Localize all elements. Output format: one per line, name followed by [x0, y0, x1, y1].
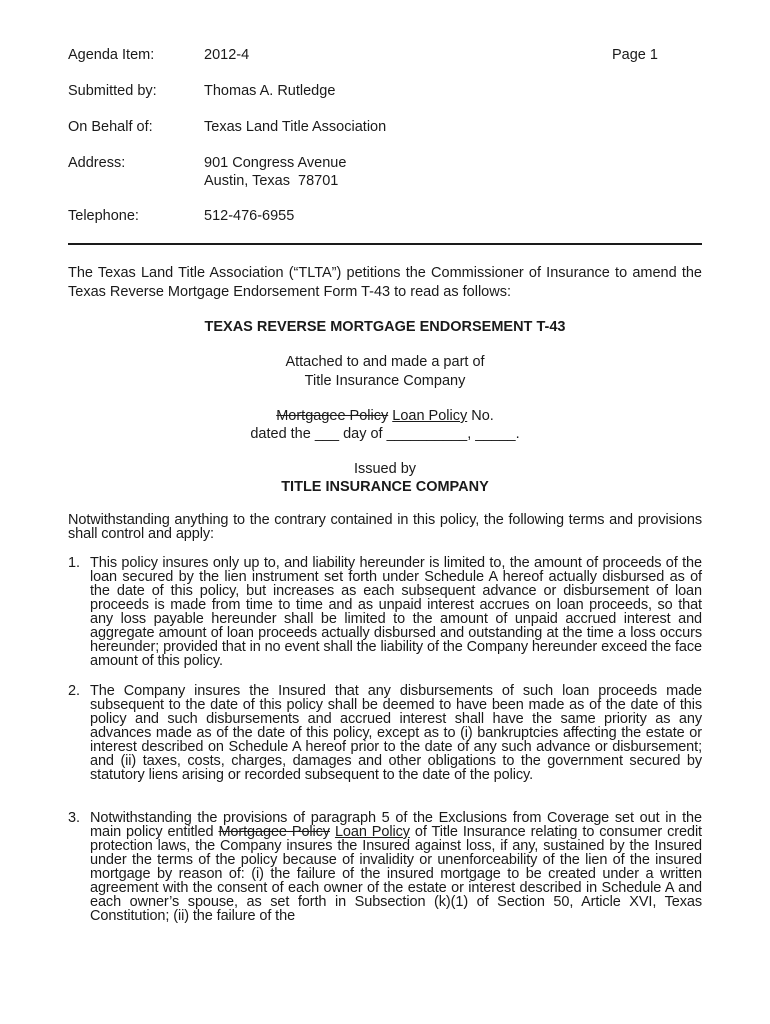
company-name: TITLE INSURANCE COMPANY	[281, 479, 489, 495]
item-text	[90, 811, 702, 923]
agenda-item-label: Agenda Item:	[68, 47, 155, 63]
item-text-after: of Title Insurance relating to consumer credit protection laws, the Company insures the Insured against loss, if any, sustained by the Insured under the terms of the policy because of invalidity or unenforceability of the lien of the insured mortgage by reason of: (i) the failure of the insured mortgage to be created under a written agreement with the consent of each owner of the estate or interest described in Schedule A and each owner’s spouse, as set forth in Subsection (k)(1) of Section 50, Article XVI, Texas Constitution; (ii) the failure of the	[90, 824, 702, 924]
attached-line-1: Attached to and made a part of	[285, 354, 485, 370]
page-number: Page 1	[612, 47, 658, 63]
submitted-by-label: Submitted by:	[68, 83, 157, 99]
item-text: This policy insures only up to, and liability hereunder is limited to, the amount of proceeds of the loan secured by the lien instrument set forth under Schedule A hereof actually disbursed as of the date of this policy, but increases as each subsequent advance or disbursement of loan proceeds is made from time to time and as unpaid interest accrues on loan proceeds, so that any loss payable hereunder shall be limited to the amount of unpaid accrued interest and aggregate amount of loan proceeds actually disbursed and outstanding at the time a loss occurs hereunder; provided that in no event shall the liability of the Company hereunder exceed the face amount of this policy.	[90, 555, 702, 669]
new-policy-name: Loan Policy	[392, 408, 468, 424]
agenda-item-value: 2012-4	[204, 47, 250, 63]
struck-policy-name: Mortgagee Policy	[218, 824, 330, 840]
preamble-paragraph: Notwithstanding anything to the contrary contained in this policy, the following terms and provisions shall control and apply:	[68, 512, 702, 542]
attached-line-2: Title Insurance Company	[304, 373, 466, 389]
item-number: 2.	[68, 683, 80, 699]
on-behalf-of-value: Texas Land Title Association	[204, 119, 387, 135]
header-divider	[68, 243, 702, 245]
intro-paragraph: The Texas Land Title Association (“TLTA”) petitions the Commissioner of Insurance to amend the Texas Reverse Mortgage Endorsement Form T-43 to read as follows:	[68, 265, 702, 300]
telephone-label: Telephone:	[68, 208, 139, 224]
issued-by: Issued by	[353, 461, 417, 477]
address-line-1: 901 Congress Avenue	[204, 155, 347, 171]
policy-no-label: No.	[467, 408, 494, 424]
on-behalf-of-label: On Behalf of:	[68, 119, 153, 135]
dated-line: dated the ___ day of __________, _____.	[250, 426, 520, 442]
item-text: The Company insures the Insured that any disbursements of such loan proceeds made subsequent to the date of this policy shall be deemed to have been made as of the date of this policy and such disbursements and accrued interest shall have the same priority as any advances made as of the date of this policy, except as to (i) bankruptcies affecting the estate or interest described on Schedule A hereof prior to the date of any such advance or disbursement; and (ii) taxes, costs, charges, damages and other obligations to the government secured by statutory liens arising or recorded subsequent to the date of the policy.	[90, 683, 702, 783]
item-number: 3.	[68, 810, 80, 826]
address-label: Address:	[68, 155, 126, 171]
address-line-2: Austin, Texas 78701	[204, 173, 339, 189]
struck-policy-name: Mortgagee Policy	[276, 408, 389, 424]
telephone-value: 512-476-6955	[204, 208, 295, 224]
item-text-before: Notwithstanding the provisions of paragraph 5 of the Exclusions from Coverage set out in the main policy entitled	[90, 810, 702, 840]
item-number: 1.	[68, 555, 80, 571]
submitted-by-value: Thomas A. Rutledge	[204, 83, 336, 99]
policy-number-line	[68, 408, 702, 424]
form-title: TEXAS REVERSE MORTGAGE ENDORSEMENT T-43	[204, 319, 566, 335]
new-policy-name: Loan Policy	[334, 824, 410, 840]
